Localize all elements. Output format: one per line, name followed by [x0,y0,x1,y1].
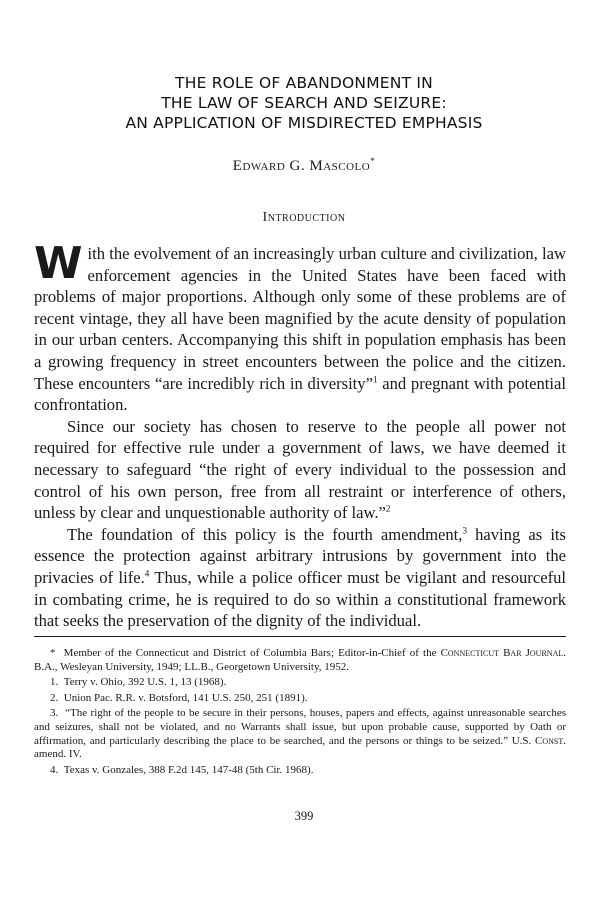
body-text [34,238,567,632]
page-number: 399 [294,809,314,823]
footnote-1: 1. Terry v. Ohio, 392 U.S. 1, 13 (1968). [50,676,227,689]
author-byline [0,156,608,175]
footnotes [34,647,566,779]
paragraph-1: With the evolvement of an increasingly urban culture and civilization, law enforcement agencies in the United States have been faced with problems of major proportions. Although only some of these problems are of recent vintage, they all have been magnified by the acute density of population in our urban centers. Accompanying this shift in population emphasis has been a growing frequency in street encounters between the police and the citizen. These encounters “are incredibly rich in diversity”$^1$ and pregnant with potential confrontation. [34,238,566,415]
author-footnote-marker: * [370,156,376,166]
footnote-4: 4. Texas v. Gonzales, 388 F.2d 145, 147-48 (5th Cir. 1968). [50,763,314,776]
footnote-author: * Member of the Connecticut and District of Columbia Bars; Editor-in-Chief of the Connecticut Bar Journal. B.A., Wesleyan University, 1949; LL.B., Georgetown University, 1952. [34,647,566,673]
section-heading: Introduction [262,210,346,225]
article-title-line-2: THE LAW OF SEARCH AND SEIZURE: [161,94,447,112]
paragraph-3: The foundation of this policy is the fourth amendment,$^3$ having as its essence the protection against arbitrary intrusions by government into the privacies of life.$^4$ Thus, while a police officer must be vigilant and resourceful in combating crime, he is required to do so within a constitutional framework that seeks the preservation of the dignity of the individual. [34,524,567,631]
footnote-3: 3. “The right of the people to be secure in their persons, houses, papers and effects, against unreasonable searches and seizures, shall not be violated, and no Warrants shall issue, but upon probable cause, supported by Oath or affirmation, and particularly describing the place to be searched, and the persons or things to be seized.” U.S. Const. amend. IV. [34,707,566,761]
drop-cap: W [34,238,83,289]
footnote-ref-1: 1 [372,374,378,385]
footnote-ref-2: 2 [385,503,391,514]
footnote-2: 2. Union Pac. R.R. v. Botsford, 141 U.S. 250, 251 (1891). [50,691,308,704]
footnote-ref-4: 4 [144,568,150,579]
footnote-divider [34,636,566,637]
article-title-line-3: AN APPLICATION OF MISDIRECTED EMPHASIS [125,114,483,132]
footnote-ref-3: 3 [462,525,467,536]
article-title-line-1: THE ROLE OF ABANDONMENT IN [175,74,433,92]
paragraph-2: Since our society has chosen to reserve to the people all power not required for effective rule under a government of laws, we have deemed it necessary to safeguard “the right of every individual to the possession and control of his own person, free from all restraint or interference of others, unless by clear and unquestionable authority of law.”$^2$ [34,416,566,523]
author-name: Edward G. Mascolo [232,158,371,174]
